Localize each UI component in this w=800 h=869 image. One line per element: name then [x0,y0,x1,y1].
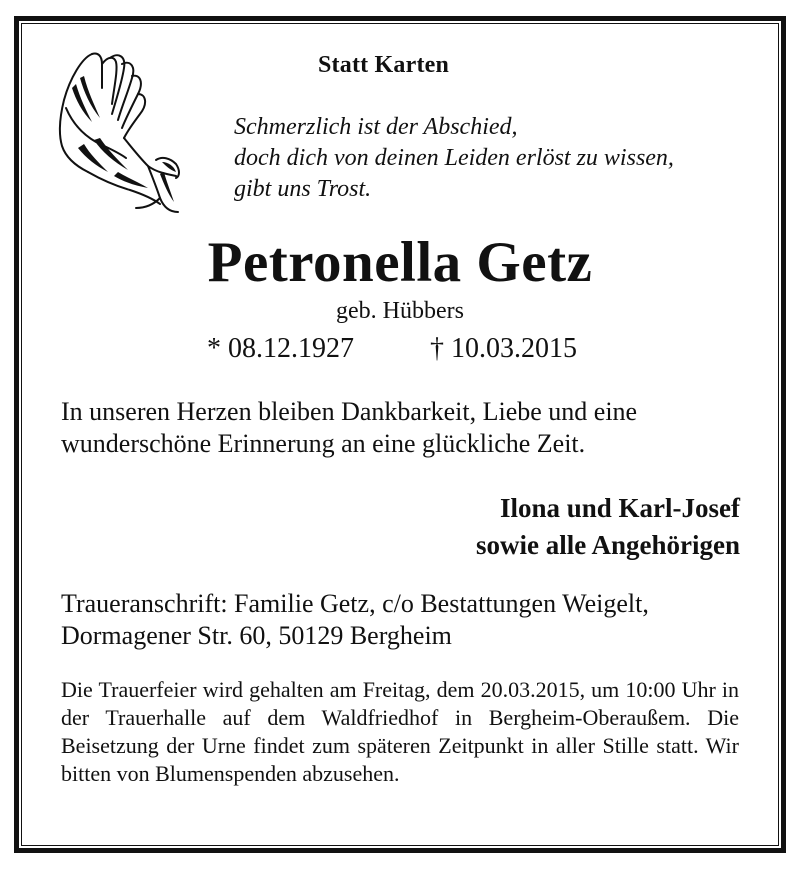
signers-relatives: sowie alle Angehörigen [476,530,740,560]
maiden-name: geb. Hübbers [336,298,464,324]
verse-line: doch dich von deinen Leiden erlöst zu wissen, [234,145,674,171]
signers-names: Ilona und Karl-Josef [499,493,740,523]
verse-line: gibt uns Trost. [234,176,372,202]
praying-hands-icon [52,48,184,216]
service-details: Die Trauerfeier wird gehalten am Freitag, dem 20.03.2015, um 10:00 Uhr in der Trauerhalle auf dem Waldfriedhof in Bergheim-Oberaußem. Die Beisetzung der Urne findet zum späteren Zeitpunkt in aller Stille statt. Wir bitten von Blumenspenden abzusehen. [61,677,739,786]
tribute-text [61,396,751,460]
tribute-line: In unseren Herzen bleiben Dankbarkeit, Liebe und eine [61,397,638,426]
address-line: Dormagener Str. 60, 50129 Bergheim [61,621,452,650]
tribute-line: wunderschöne Erinnerung an eine glückliche Zeit. [61,429,586,458]
signers [476,490,740,564]
death-date: † 10.03.2015 [430,333,577,364]
verse [234,112,774,205]
header-title: Statt Karten [318,52,450,78]
birth-date: * 08.12.1927 [207,333,354,364]
address-line: Traueranschrift: Familie Getz, c/o Bestattungen Weigelt, [61,589,649,618]
deceased-name: Petronella Getz [207,231,593,294]
mourning-address [61,588,751,652]
verse-line: Schmerzlich ist der Abschied, [234,114,518,140]
